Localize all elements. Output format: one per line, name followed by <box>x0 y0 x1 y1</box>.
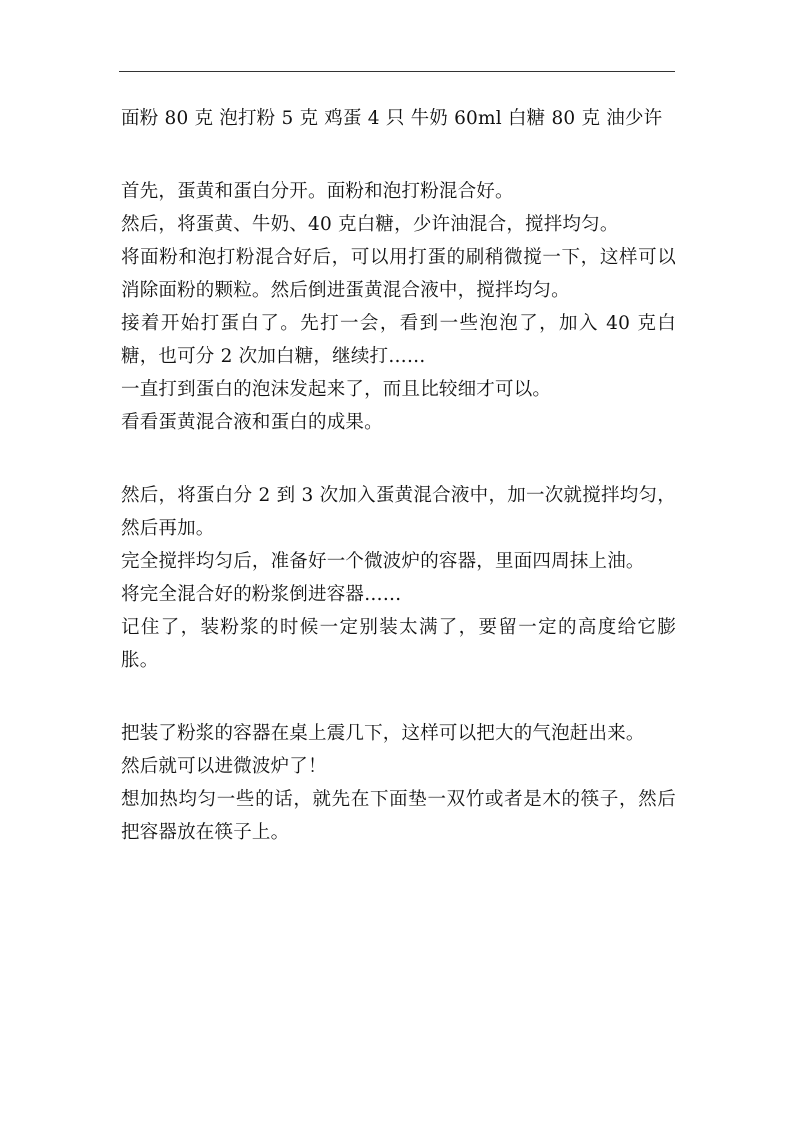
paragraph: 然后，将蛋黄、牛奶、40 克白糖，少许油混合，搅拌均匀。 <box>121 214 619 235</box>
paragraph: 完全搅拌均匀后，准备好一个微波炉的容器，里面四周抹上油。 <box>121 551 645 572</box>
paragraph: 想加热均匀一些的话，就先在下面垫一双竹或者是木的筷子，然后把容器放在筷子上。 <box>121 789 676 843</box>
paragraph: 一直打到蛋白的泡沫发起来了，而且比较细才可以。 <box>121 379 552 400</box>
paragraph-gap <box>121 135 676 175</box>
paragraph: 接着开始打蛋白了。先打一会，看到一些泡泡了，加入 40 克白糖，也可分 2 次加白糖，继续打…… <box>121 313 676 367</box>
paragraph: 把装了粉浆的容器在桌上震几下，这样可以把大的气泡赶出来。 <box>121 723 645 744</box>
header-rule <box>119 71 675 72</box>
paragraph: 然后就可以进微波炉了！ <box>121 756 327 777</box>
paragraph: 记住了，装粉浆的时候一定别装太满了，要留一定的高度给它膨胀。 <box>121 617 676 671</box>
paragraph-gap <box>121 677 676 717</box>
paragraph: 首先，蛋黄和蛋白分开。面粉和泡打粉混合好。 <box>121 181 514 202</box>
paragraph: 将完全混合好的粉浆倒进容器…… <box>121 584 402 605</box>
paragraph-gap <box>121 439 676 479</box>
paragraph: 看看蛋黄混合液和蛋白的成果。 <box>121 412 383 433</box>
paragraph: 然后，将蛋白分 2 到 3 次加入蛋黄混合液中，加一次就搅拌均匀，然后再加。 <box>121 485 676 539</box>
ingredients-line: 面粉 80 克 泡打粉 5 克 鸡蛋 4 只 牛奶 60ml 白糖 80 克 油少许 <box>121 108 663 129</box>
paragraph: 将面粉和泡打粉混合好后，可以用打蛋的刷稍微搅一下，这样可以消除面粉的颗粒。然后倒进蛋黄混合液中，搅拌均匀。 <box>121 247 676 301</box>
document-body <box>121 102 676 849</box>
